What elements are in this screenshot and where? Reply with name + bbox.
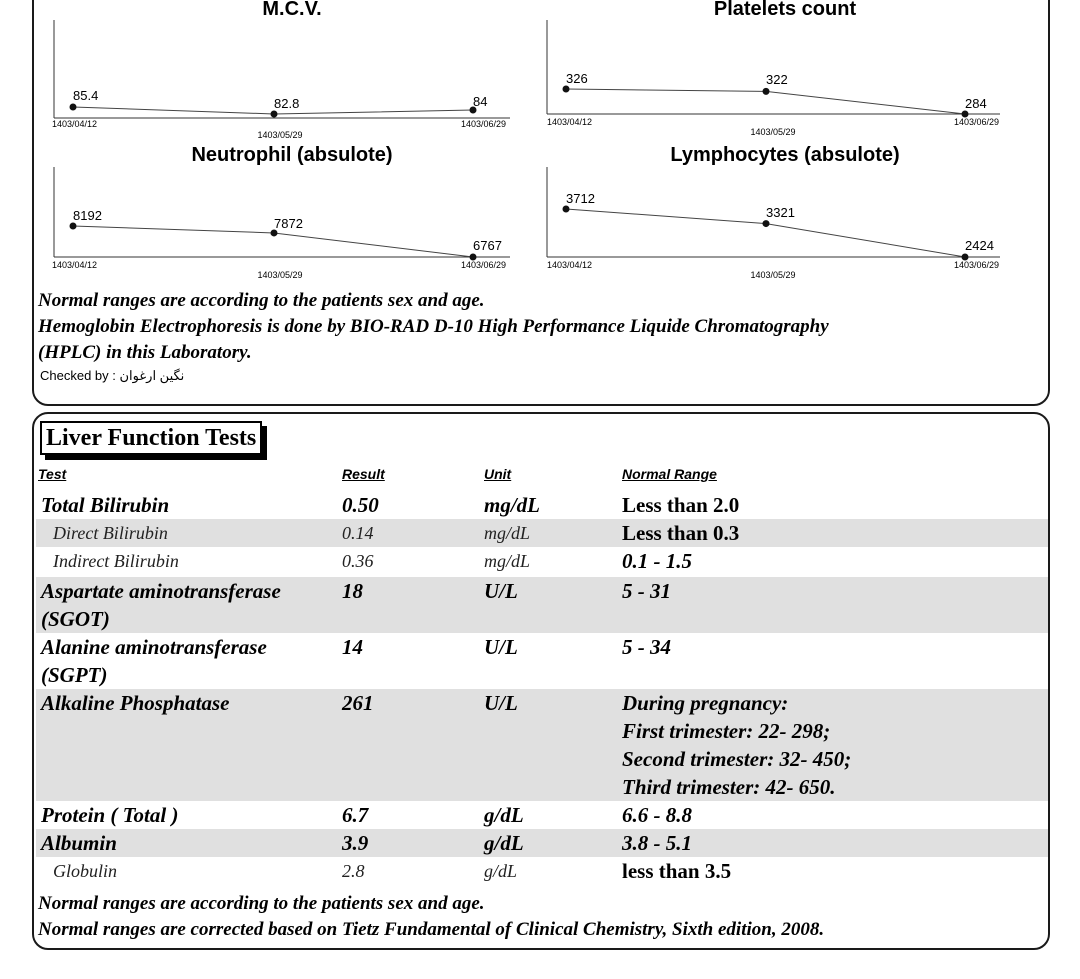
chart-neutrophil-date-2: 1403/05/29 <box>257 270 303 280</box>
chart-lymphocytes <box>547 144 1000 280</box>
chart-mcv-value-1: 85.4 <box>73 88 99 103</box>
test-name: Globulin <box>53 861 118 881</box>
chart-mcv-date-3: 1403/06/29 <box>460 119 506 129</box>
test-result: 0.14 <box>342 523 374 543</box>
test-range: 5 - 34 <box>622 635 671 659</box>
note-hplc-lab: (HPLC) in this Laboratory. <box>38 342 252 363</box>
chart-platelets-value-3: 284 <box>965 96 987 111</box>
table-row <box>36 547 1048 576</box>
test-range: 0.1 - 1.5 <box>622 549 692 573</box>
test-range: 6.6 - 8.8 <box>622 803 692 827</box>
test-result: 261 <box>342 691 374 715</box>
table-row <box>36 857 1048 887</box>
hematology-notes <box>38 288 1038 366</box>
test-name: Direct Bilirubin <box>53 523 168 543</box>
chart-platelets-date-2: 1403/05/29 <box>750 127 796 137</box>
chart-neutrophil-value-1: 8192 <box>73 208 102 223</box>
test-unit: mg/dL <box>484 523 531 543</box>
chart-mcv-title: M.C.V. <box>262 0 322 20</box>
test-unit: mg/dL <box>484 551 531 571</box>
chart-mcv-value-2: 82.8 <box>274 96 300 111</box>
chart-platelets-point-1 <box>563 86 570 93</box>
footnote-normal-ranges: Normal ranges are according to the patients sex and age. <box>38 893 485 914</box>
test-result: 0.36 <box>342 551 374 571</box>
chart-mcv-date-1: 1403/04/12 <box>52 119 98 129</box>
chart-neutrophil <box>52 144 510 280</box>
test-name: Indirect Bilirubin <box>53 551 179 571</box>
test-name-line1: Aspartate aminotransferase <box>41 579 281 603</box>
chart-lymphocytes-date-2: 1403/05/29 <box>750 270 796 280</box>
test-unit: mg/dL <box>484 493 540 517</box>
footnote-tietz-reference: Normal ranges are corrected based on Tietz Fundamental of Clinical Chemistry, Sixth edition, 2008. <box>38 919 825 940</box>
test-name: Alkaline Phosphatase <box>41 691 230 715</box>
chart-platelets-date-1: 1403/04/12 <box>547 117 593 127</box>
test-result: 0.50 <box>342 493 379 517</box>
chart-mcv <box>52 0 510 140</box>
table-row <box>36 577 1048 633</box>
test-unit: U/L <box>484 635 518 659</box>
range-line: First trimester: 22- 298; <box>622 719 831 743</box>
test-range: less than 3.5 <box>622 859 732 883</box>
note-normal-ranges: Normal ranges are according to the patients sex and age. <box>38 290 485 311</box>
table-row <box>36 633 1048 689</box>
test-result: 14 <box>342 635 363 659</box>
test-range: 3.8 - 5.1 <box>622 831 692 855</box>
range-line: Second trimester: 32- 450; <box>622 747 852 771</box>
chart-mcv-date-2: 1403/05/29 <box>257 130 303 140</box>
test-unit: U/L <box>484 691 518 715</box>
note-hplc-method: Hemoglobin Electrophoresis is done by BIO-RAD D-10 High Performance Liquide Chromatography <box>38 316 829 337</box>
header-normal-range: Normal Range <box>622 466 717 482</box>
test-unit: g/dL <box>484 861 518 881</box>
chart-lymphocytes-value-3: 2424 <box>965 238 994 253</box>
chart-platelets-value-2: 322 <box>766 72 788 87</box>
trend-charts <box>0 0 1080 290</box>
test-name-line1: Alanine aminotransferase <box>41 635 267 659</box>
test-unit: g/dL <box>484 831 524 855</box>
chart-neutrophil-value-2: 7872 <box>274 216 303 231</box>
test-name <box>41 577 281 633</box>
header-result: Result <box>342 466 385 482</box>
test-name-line2: (SGOT) <box>41 607 110 631</box>
test-unit: U/L <box>484 579 518 603</box>
chart-lymphocytes-title: Lymphocytes (absulote) <box>670 144 900 166</box>
test-range <box>622 689 851 801</box>
table-row <box>36 519 1048 547</box>
chart-neutrophil-point-1 <box>70 223 77 230</box>
test-name: Protein ( Total ) <box>41 803 179 827</box>
chart-platelets-point-2 <box>763 88 770 95</box>
table-row <box>36 801 1048 829</box>
test-range: Less than 0.3 <box>622 521 740 545</box>
test-result: 18 <box>342 579 363 603</box>
table-row <box>36 829 1048 857</box>
chart-platelets-value-1: 326 <box>566 71 588 86</box>
table-row <box>36 689 1048 801</box>
chart-lymphocytes-point-2 <box>763 220 770 227</box>
liver-footnotes <box>38 891 1038 943</box>
test-range: Less than 2.0 <box>622 493 740 517</box>
test-name-line2: (SGPT) <box>41 663 108 687</box>
test-result: 6.7 <box>342 803 369 827</box>
chart-mcv-value-3: 84 <box>473 94 488 109</box>
chart-neutrophil-value-3: 6767 <box>473 238 502 253</box>
chart-platelets-date-3: 1403/06/29 <box>953 117 999 127</box>
test-unit: g/dL <box>484 803 524 827</box>
chart-lymphocytes-date-1: 1403/04/12 <box>547 260 593 270</box>
chart-platelets-title: Platelets count <box>713 0 857 20</box>
checked-by: Checked by : نگین ارغوان <box>40 368 185 383</box>
header-test: Test <box>38 466 67 482</box>
test-name: Albumin <box>41 831 117 855</box>
chart-mcv-point-2 <box>271 111 278 118</box>
test-result: 3.9 <box>342 831 369 855</box>
header-unit: Unit <box>484 466 512 482</box>
test-name: Total Bilirubin <box>41 493 170 517</box>
chart-lymphocytes-date-3: 1403/06/29 <box>953 260 999 270</box>
range-line: Third trimester: 42- 650. <box>622 775 836 799</box>
chart-lymphocytes-point-1 <box>563 206 570 213</box>
table-row <box>36 491 1048 519</box>
chart-neutrophil-date-1: 1403/04/12 <box>52 260 98 270</box>
chart-lymphocytes-value-1: 3712 <box>566 191 595 206</box>
range-line: During pregnancy: <box>622 691 789 715</box>
chart-neutrophil-date-3: 1403/06/29 <box>460 260 506 270</box>
test-result: 2.8 <box>342 861 365 881</box>
test-range: 5 - 31 <box>622 579 671 603</box>
chart-lymphocytes-value-2: 3321 <box>766 205 795 220</box>
section-title: Liver Function Tests <box>40 421 262 455</box>
chart-mcv-point-1 <box>70 104 77 111</box>
chart-neutrophil-title: Neutrophil (absulote) <box>191 144 393 166</box>
test-name <box>41 633 267 689</box>
chart-platelets <box>547 0 1000 137</box>
